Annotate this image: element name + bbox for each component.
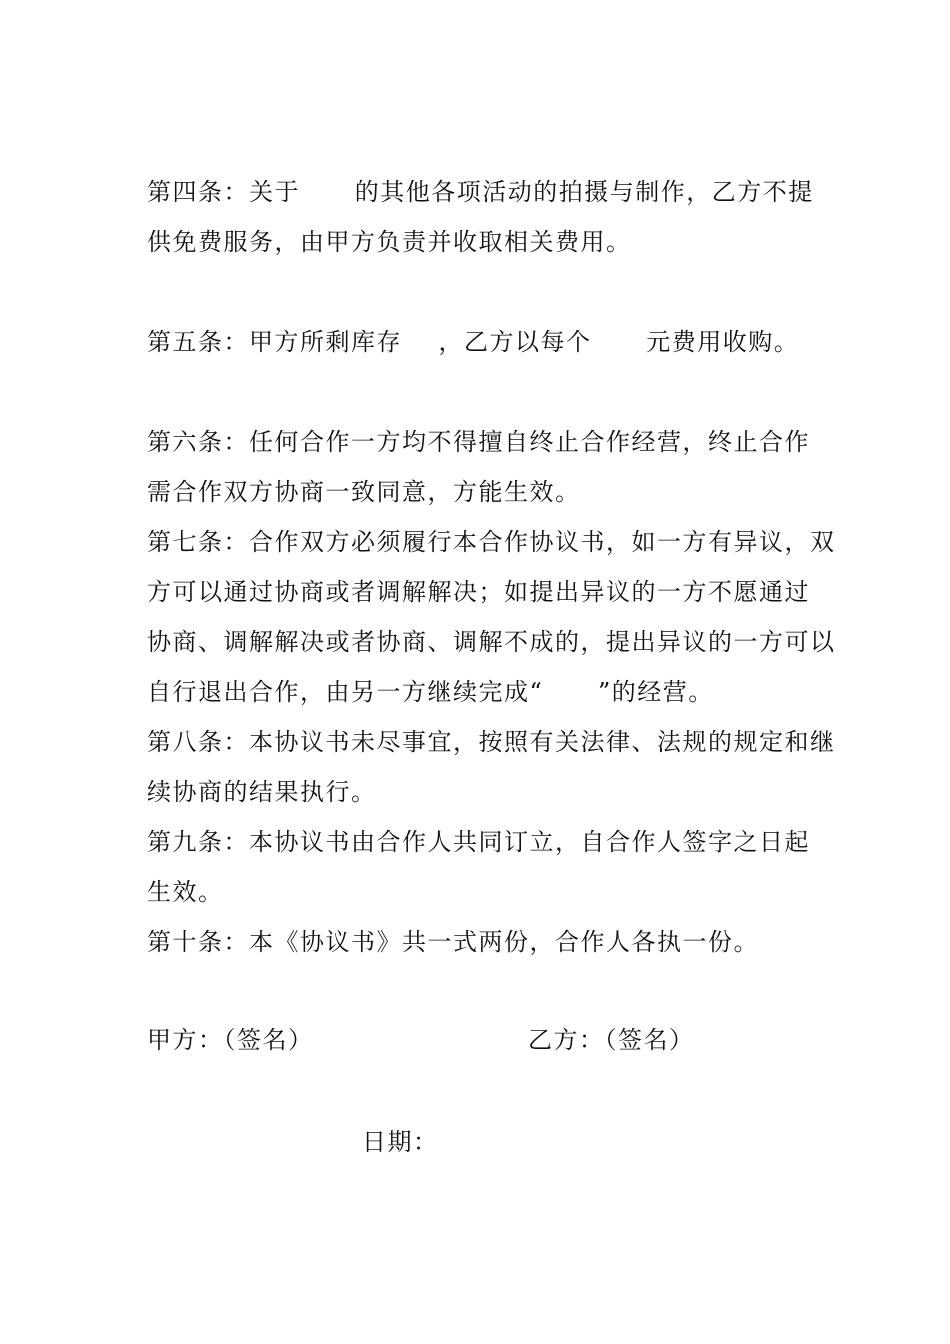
clause-7-line-4: 自行退出合作，由另一方继续完成“ ”的经营。 bbox=[147, 678, 714, 706]
clause-4-line-1: 第四条：关于 的其他各项活动的拍摄与制作，乙方不提 bbox=[147, 178, 814, 206]
party-a-signature-label: 甲方：（签名） bbox=[147, 1026, 314, 1054]
clause-5-line-1: 第五条：甲方所剩库存 ，乙方以每个 元费用收购。 bbox=[147, 328, 800, 356]
clause-8-line-1: 第八条：本协议书未尽事宜，按照有关法律、法规的规定和继 bbox=[147, 728, 836, 756]
clause-10-line-1: 第十条：本《协议书》共一式两份，合作人各执一份。 bbox=[147, 928, 759, 956]
clause-6-line-2: 需合作双方协商一致同意，方能生效。 bbox=[147, 478, 581, 506]
clause-9-line-1: 第九条：本协议书由合作人共同订立，自合作人签字之日起 bbox=[147, 828, 810, 856]
clause-7-line-1: 第七条：合作双方必须履行本合作协议书，如一方有异议，双 bbox=[147, 528, 836, 556]
clause-8-line-2: 续协商的结果执行。 bbox=[147, 778, 377, 806]
clause-7-line-3: 协商、调解解决或者协商、调解不成的，提出异议的一方可以 bbox=[147, 628, 836, 656]
clause-4-line-2: 供免费服务，由甲方负责并收取相关费用。 bbox=[147, 228, 632, 256]
clause-9-line-2: 生效。 bbox=[147, 878, 224, 906]
clause-6-line-1: 第六条：任何合作一方均不得擅自终止合作经营，终止合作 bbox=[147, 428, 810, 456]
clause-7-line-2: 方可以通过协商或者调解解决；如提出异议的一方不愿通过 bbox=[147, 578, 810, 606]
date-label: 日期： bbox=[362, 1128, 439, 1156]
party-b-signature-label: 乙方：（签名） bbox=[528, 1026, 695, 1054]
